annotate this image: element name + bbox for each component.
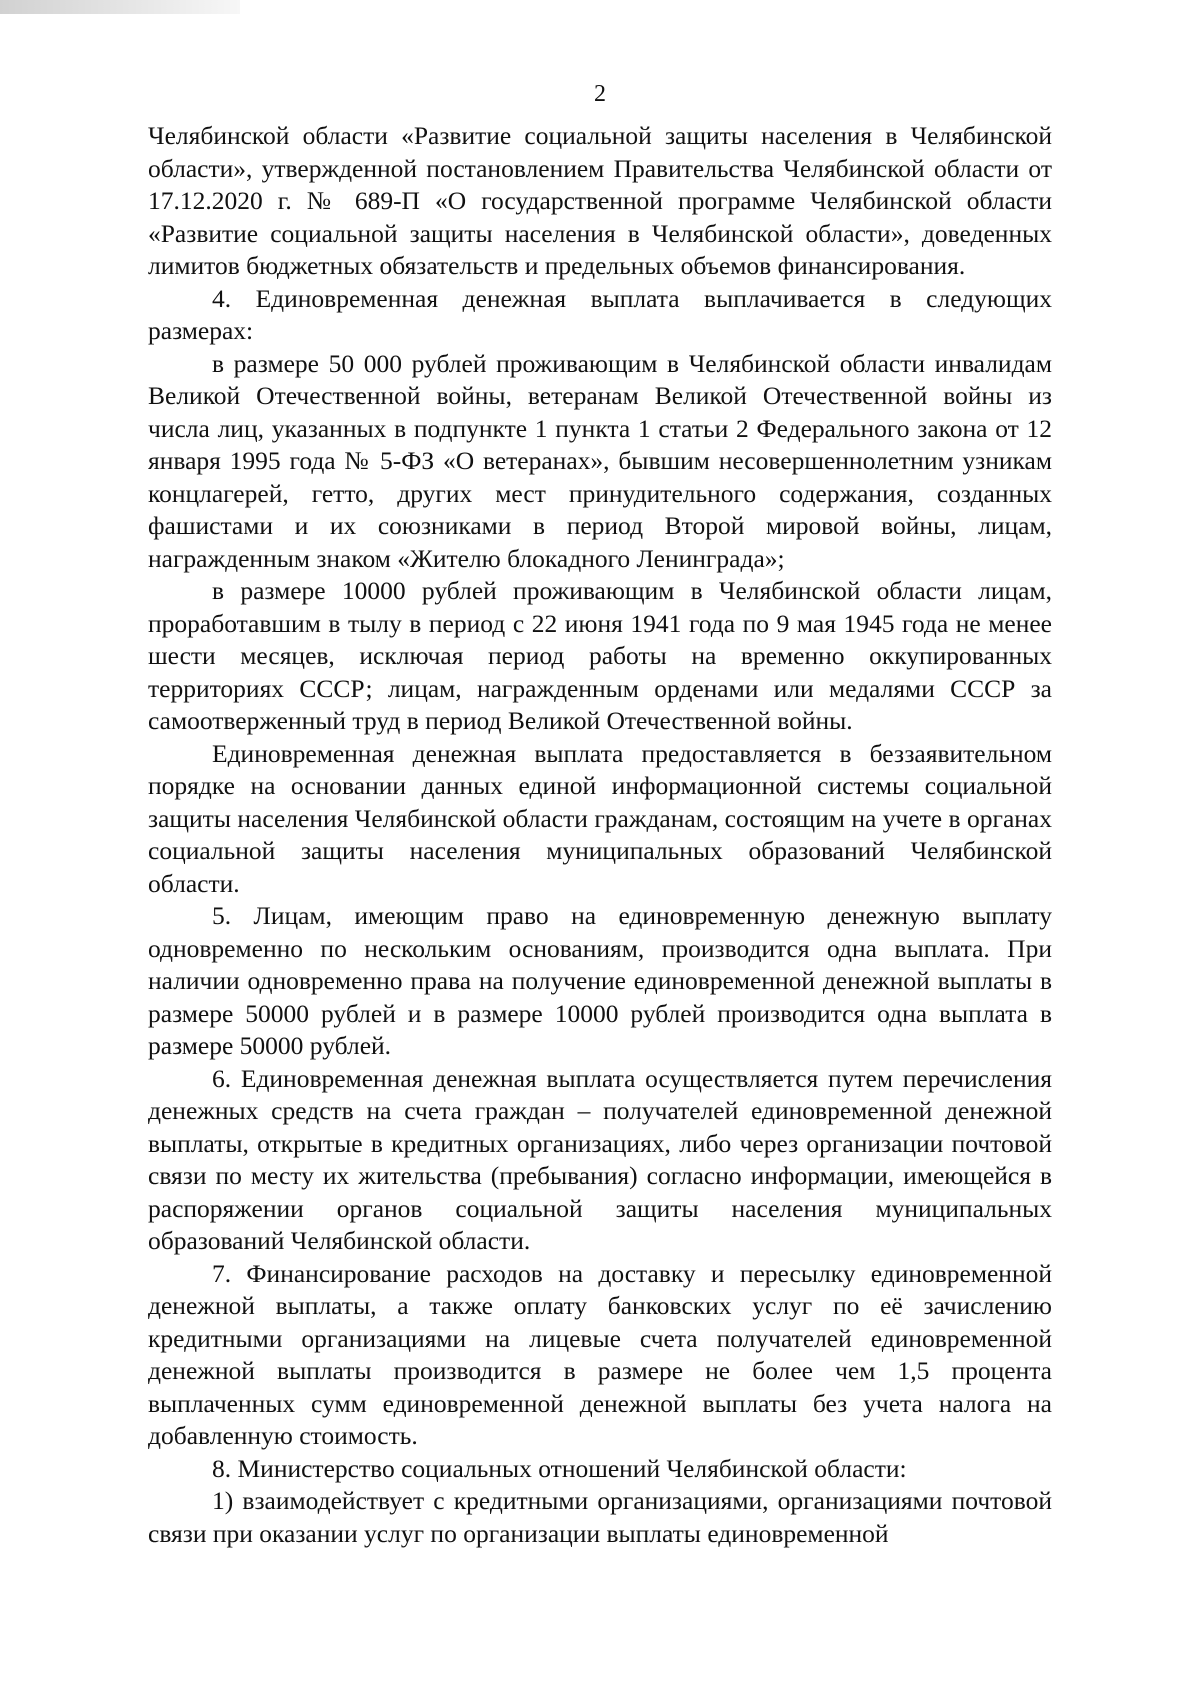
paragraph-item-7: 7. Финансирование расходов на доставку и пересылку единовременной денежной выплаты, а также оплату банковских услуг по её зачислению кредитными организациями на лицевые счета получателей единовременной денежной выплаты производится в размере не более чем 1,5 процента выплаченных сумм единовременной денежной выплаты без учета налога на добавленную стоимость. [148,1258,1052,1450]
paragraph-item-4: 4. Единовременная денежная выплата выплачивается в следующих размерах: [148,283,1052,345]
paragraph-item-6: 6. Единовременная денежная выплата осуществляется путем перечисления денежных средств на счета граждан – получателей единовременной денежной выплаты, открытые в кредитных организациях, либо через организации почтовой связи по месту их жительства (пребывания) согласно информации, имеющейся в распоряжении органов социальной защиты населения муниципальных образований Челябинской области. [148,1063,1052,1255]
paragraph-item-8: 8. Министерство социальных отношений Челябинской области: [212,1453,907,1483]
paragraph-payment-50000: в размере 50 000 рублей проживающим в Челябинской области инвалидам Великой Отечественной войны, ветеранам Великой Отечественной войны из числа лиц, указанных в подпункте 1 пункта 1 статьи 2 Федерального закона от 12 января 1995 года № 5-ФЗ «О ветеранах», бывшим несовершеннолетним узникам концлагерей, гетто, других мест принудительного содержания, созданных фашистами и их союзниками в период Второй мировой войны, лицам, награжденным знаком «Жителю блокадного Ленинграда»; [148,348,1052,573]
scan-artifact [0,0,240,14]
page-number: 2 [594,81,606,107]
paragraph-intro-continuation: Челябинской области «Развитие социальной защиты населения в Челябинской области», утвержденной постановлением Правительства Челябинской области от 17.12.2020 г. № 689-П «О государственной программе Челябинской области «Развитие социальной защиты населения в Челябинской области», доведенных лимитов бюджетных обязательств и предельных объемов финансирования. [148,121,1052,280]
paragraph-item-5: 5. Лицам, имеющим право на единовременную денежную выплату одновременно по нескольким основаниям, производится одна выплата. При наличии одновременно права на получение единовременной денежной выплаты в размере 50000 рублей и в размере 10000 рублей производится одна выплата в размере 50000 рублей. [148,901,1052,1060]
paragraph-payment-10000: в размере 10000 рублей проживающим в Челябинской области лицам, проработавшим в тылу в период с 22 июня 1941 года по 9 мая 1945 года не менее шести месяцев, исключая период работы на временно оккупированных территориях СССР; лицам, награжденным орденами или медалями СССР за самоотверженный труд в период Великой Отечественной войны. [148,576,1052,735]
document-body [148,120,1052,1550]
paragraph-item-8-1: 1) взаимодействует с кредитными организациями, организациями почтовой связи при оказании услуг по организации выплаты единовременной [148,1486,1052,1548]
paragraph-application-free: Единовременная денежная выплата предоставляется в беззаявительном порядке на основании данных единой информационной системы социальной защиты населения Челябинской области гражданам, состоящим на учете в органах социальной защиты населения муниципальных образований Челябинской области. [148,738,1052,898]
